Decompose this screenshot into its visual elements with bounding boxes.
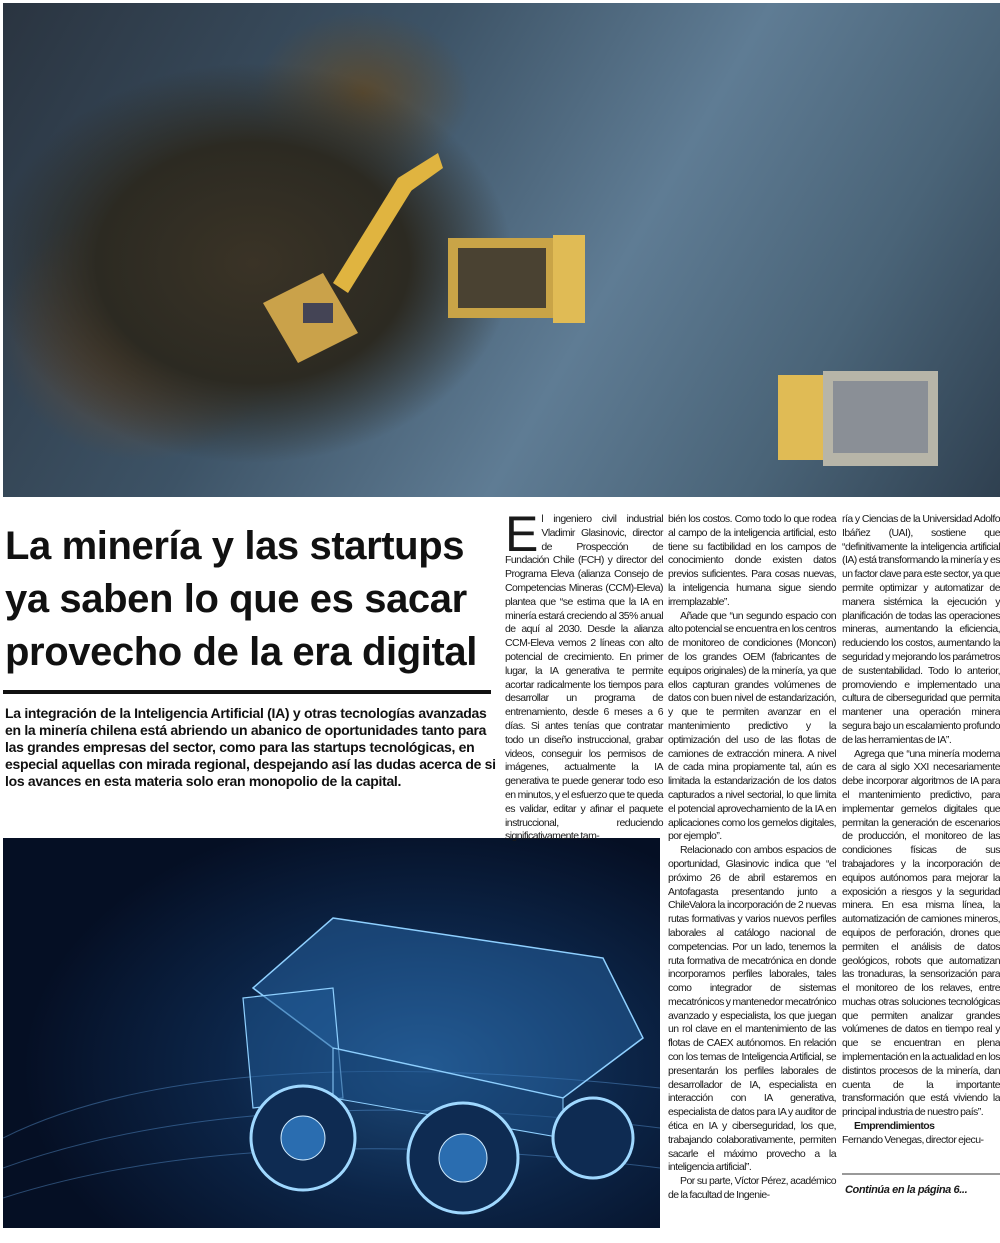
paragraph: bién los costos. Como todo lo que rodea al campo de la inteligencia artificial, esto tiene su factibilidad en los campos de conocimiento donde existen datos previos suficientes. Para cosas nuevas, la inteligencia humana sigue siendo irremplazable”. (668, 513, 836, 608)
lead-line: regional, despejando así las dudas acerca de si los avances en esta (5, 756, 496, 789)
continued-divider (842, 1173, 1000, 1175)
paragraph: Fernando Venegas, director ejecu- (842, 1133, 984, 1146)
subheading: Emprendimientos (854, 1120, 935, 1133)
headline-line: ya saben lo que es sacar (5, 577, 467, 621)
lead-paragraph (5, 705, 497, 790)
paragraph: Agrega que “una minería moderna de cara al siglo XXI necesariamente debe incorporar algoritmos de IA para el mantenimiento predictivo, para implementar gemelos digitales que permitan la generación de escenarios de producción, el monitoreo de las condiciones físicas de sus trabajadores y la incorporación de equipos autónomos para mejorar la exposición a riesgos y la seguridad minera. En esa misma línea, la automatización de camiones mineros, equipos de perforación, drones que permiten el análisis de datos geológicos, robots que automatizan las tronaduras, la sensorización para el monitoreo de los relaves, entre muchas otras soluciones tecnológicas que permiten analizar grandes volúmenes de datos en tiempo real y que se encuentran en plena implementación en la actualidad en los distintos procesos de la minería, dan cuenta de la importante transformación que está viviendo la principal industria de nuestro país”. (842, 747, 1000, 1119)
dump-truck (778, 371, 938, 466)
paragraph: Añade que “un segundo espacio con alto potencial se encuentra en los centros de monitoreo de condiciones (Moncon) de los grandes OEM (fabricantes de equipos originales) de la minería, ya que ellos capturan grandes volúmenes de datos con buen nivel de estandarización, y que te permiten avanzar en el mantenimiento predictivo y la optimización del uso de las flotas de camiones de extracción minera. A nivel de cada mina propiamente tal, aún es limitada la estandarización de los datos capturados a nivel sectorial, lo que limita el potencial aprovechamiento de la IA en aplicaciones como los gemelos digitales, por ejemplo”. (668, 609, 836, 843)
article-column-1 (505, 506, 663, 844)
paragraph (505, 506, 663, 844)
headline (5, 520, 500, 679)
lead-line: avanzadas en la minería chilena está abriendo un abanico de (5, 705, 487, 738)
dump-truck (448, 235, 585, 323)
headline-line: provecho de la era digital (5, 630, 477, 674)
headline-divider (3, 690, 491, 694)
paragraph: Por su parte, Víctor Pérez, académico de la facultad de Ingenie- (668, 1175, 836, 1202)
lead-line: La integración de la Inteligencia Artificial (IA) y otras tecnologías (5, 705, 415, 721)
digital-truck-photo (3, 838, 660, 1228)
paragraph: Relacionado con ambos espacios de oportunidad, Glasinovic indica que “el próximo 26 de abril estaremos en Antofagasta presentando junto a ChileValora la incorporación de 2 nuevas rutas formativas y varios nuevos perfiles laborales al catálogo nacional de competencias. Por un lado, tenemos la ruta formativa de mecatrónica en donde incorporamos perfiles laborales, tales como integrador de sistemas mecatrónicos y mantenedor mecatrónico avanzado y especialista, los que juegan un rol clave en el mantenimiento de las flotas de CAEX autónomos. En relación con los temas de Inteligencia Artificial, se presentarán los perfiles laborales de desarrollador de IA, especialista en interacción con IA generativa, especialista de datos para IA y auditor de ética en IA y ciberseguridad, los que, trabajando colaborativamente, permiten sacarle el máximo provecho a la inteligencia artificial”. (668, 844, 836, 1174)
excavator (263, 153, 443, 363)
paragraph: ría y Ciencias de la Universidad Adolfo Ibáñez (UAI), sostiene que “definitivamente la inteligencia artificial (IA) está transformando la minería y es un factor clave para este sector, ya que permite optimizar y automatizar de manera sistémica la ejecución y planificación de todas las operaciones mineras, aumentando la eficiencia, reduciendo los costos, aumentando la seguridad y mejorando los parámetros de sustentabilidad. Todo lo anterior, promoviendo e implementado una cultura de ciberseguridad que permita mantener una operación minera segura bajo un escalamiento profundo de las herramientas de IA”. (842, 513, 1000, 746)
headline-line: La minería y las startups (5, 524, 465, 568)
mining-machinery-illustration (3, 3, 1000, 497)
mining-pit-aerial-photo (3, 3, 1000, 497)
wireframe-truck (243, 918, 643, 1213)
continued-on-page-link[interactable]: Continúa en la página 6... (845, 1184, 968, 1196)
lead-line: para las startups tecnológicas, en especial aquellas con mirada (5, 739, 475, 772)
article-column-2 (668, 513, 836, 1203)
paragraph-text: l ingeniero civil industrial Vladimir Glasinovic, director de Prospección de Fundación Chile (FCH) y director del Programa Eleva (alianza Consejo de Competencias Mineras (CCM)-Eleva) plantea que “se estima que la IA en minería estará creciendo al 35% anual de aquí al 2030. Desde la alianza CCM-Eleva vemos 2 líneas con alto potencial de crecimiento. En primer lugar, la IA generativa te permite acortar radicalmente los tiempos para desarrollar un programa de entrenamiento, desde 6 meses a 6 días. Si antes tenías que contratar todo un diseño instruccional, grabar videos, conseguir los permisos de imágenes, actualmente la IA generativa te puede generar todo eso en minutos, y el esfuerzo que te queda es validar, editar y afinar el paquete instruccional, reduciendo significativamente tam- (505, 513, 663, 843)
lead-line: materia solo eran monopolio de la capital. (134, 773, 402, 789)
drop-cap: E (505, 506, 539, 562)
wireframe-truck-illustration (3, 838, 660, 1228)
lead-line: oportunidades tanto para las grandes empresas del sector, como (5, 722, 487, 755)
article-column-3 (842, 513, 1000, 1148)
